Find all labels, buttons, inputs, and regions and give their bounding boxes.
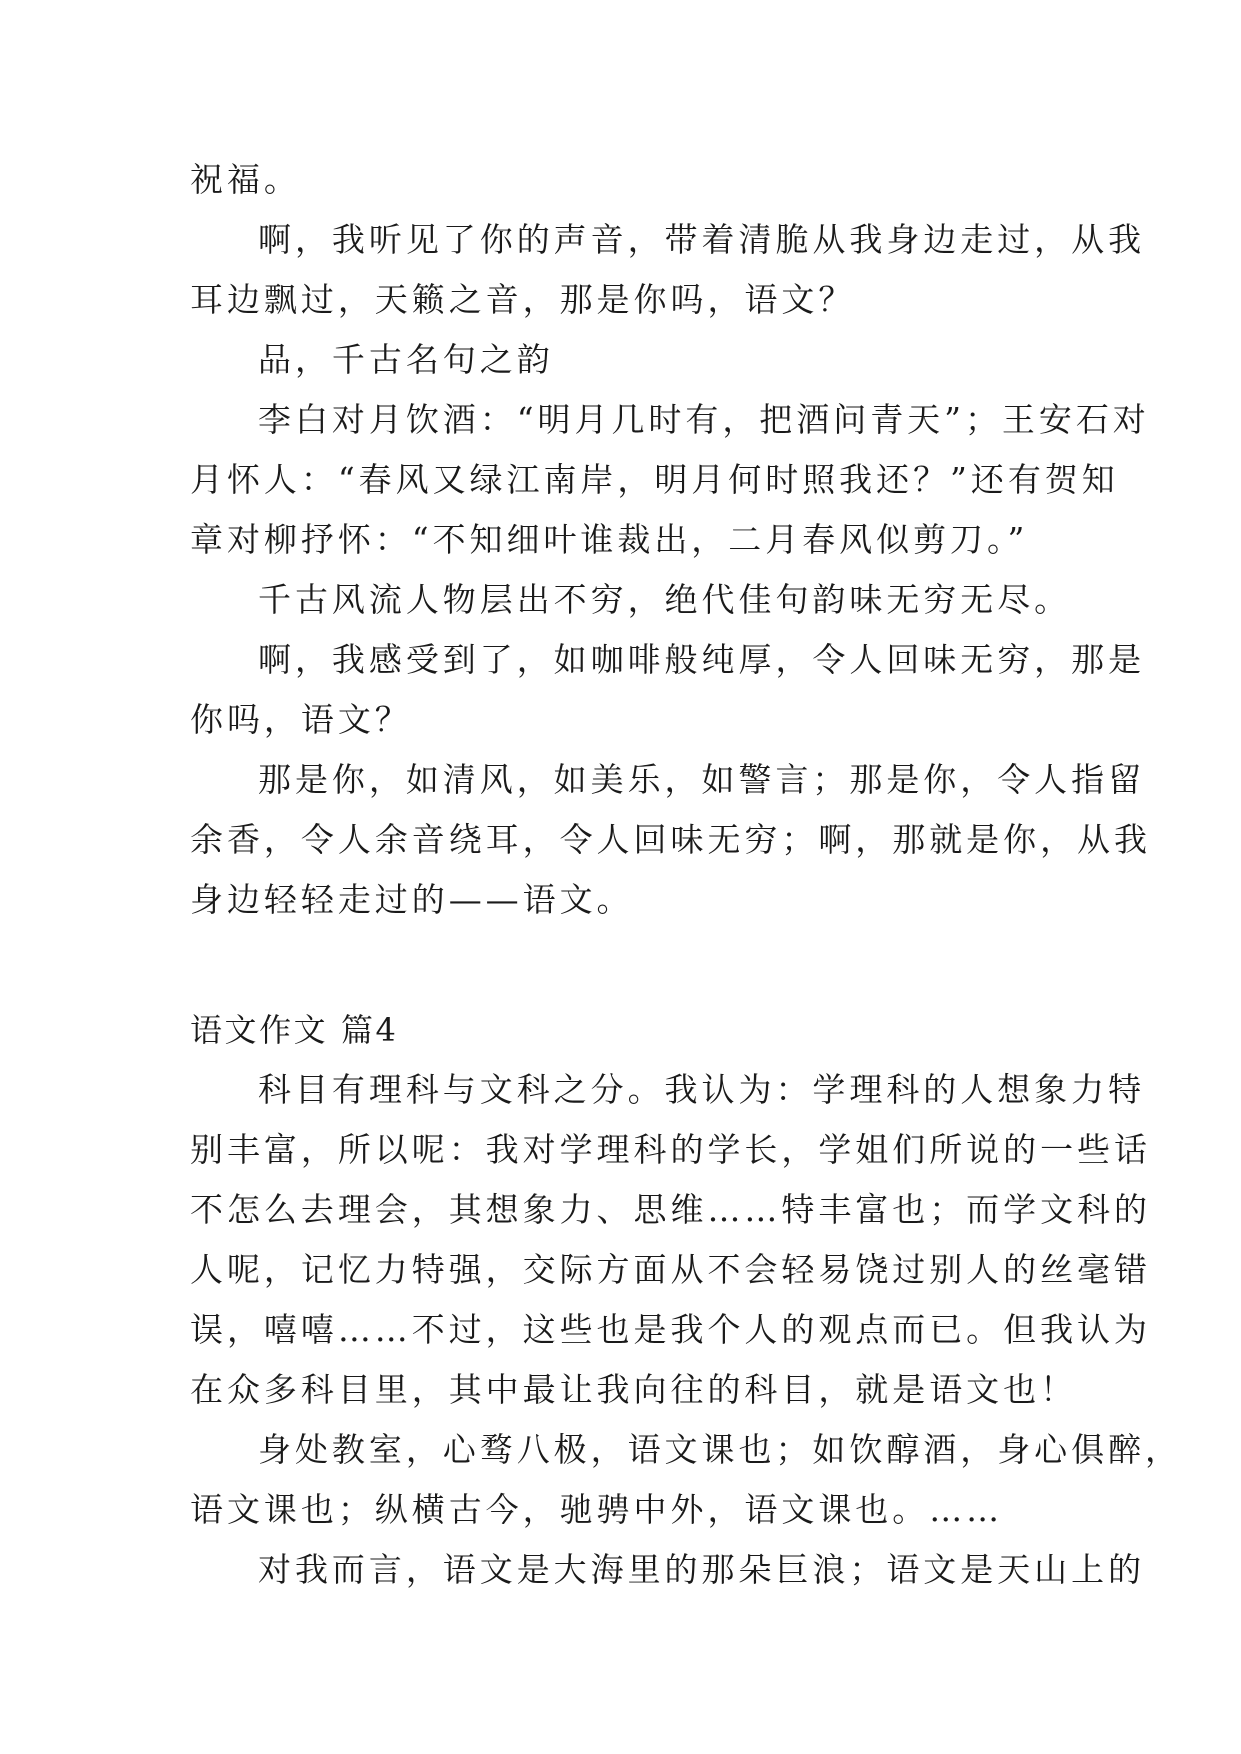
text-line: 李白对月饮酒：“明月几时有，把酒问青天”；王安石对: [258, 400, 1150, 439]
text-line: 余香，令人余音绕耳，令人回味无穷；啊，那就是你，从我: [190, 820, 1151, 859]
text-line: 耳边飘过，天籁之音，那是你吗，语文？: [190, 280, 856, 319]
text-line: 人呢，记忆力特强，交际方面从不会轻易饶过别人的丝毫错: [190, 1250, 1151, 1289]
essay-4-body: [190, 1060, 1182, 1600]
text-line: 身处教室，心骛八极，语文课也；如饮醇酒，身心俱醉，: [258, 1430, 1182, 1469]
text-line: 千古风流人物层出不穷，绝代佳句韵味无穷无尽。: [258, 580, 1072, 619]
text-line: 品，千古名句之韵: [258, 340, 554, 379]
section-gap: [190, 930, 1050, 1000]
text-line: 误，嘻嘻……不过，这些也是我个人的观点而已。但我认为: [190, 1310, 1151, 1349]
text-line: 啊，我听见了你的声音，带着清脆从我身边走过，从我: [258, 220, 1146, 259]
text-line: 语文课也；纵横古今，驰骋中外，语文课也。……: [190, 1490, 1004, 1529]
text-line: 在众多科目里，其中最让我向往的科目，就是语文也！: [190, 1370, 1078, 1409]
text-line: 月怀人：“春风又绿江南岸，明月何时照我还？”还有贺知: [190, 460, 1119, 499]
text-line: 不怎么去理会，其想象力、思维……特丰富也；而学文科的: [190, 1190, 1151, 1229]
text-line: 身边轻轻走过的——语文。: [190, 880, 634, 919]
text-line: 章对柳抒怀：“不知细叶谁裁出，二月春风似剪刀。”: [190, 520, 1029, 559]
text-line: 科目有理科与文科之分。我认为：学理科的人想象力特: [258, 1070, 1146, 1109]
text-line: 那是你，如清风，如美乐，如警言；那是你，令人指留: [258, 760, 1146, 799]
section-heading: 语文作文 篇4: [190, 1011, 399, 1049]
document-page: [190, 150, 1182, 1600]
text-line: 啊，我感受到了，如咖啡般纯厚，令人回味无穷，那是: [258, 640, 1146, 679]
text-line: 对我而言，语文是大海里的那朵巨浪；语文是天山上的: [258, 1550, 1146, 1589]
text-line: 你吗，语文？: [190, 700, 412, 739]
text-line: 别丰富，所以呢：我对学理科的学长，学姐们所说的一些话: [190, 1130, 1151, 1169]
text-line: 祝福。: [190, 160, 301, 199]
essay-3-tail: [190, 150, 1151, 930]
